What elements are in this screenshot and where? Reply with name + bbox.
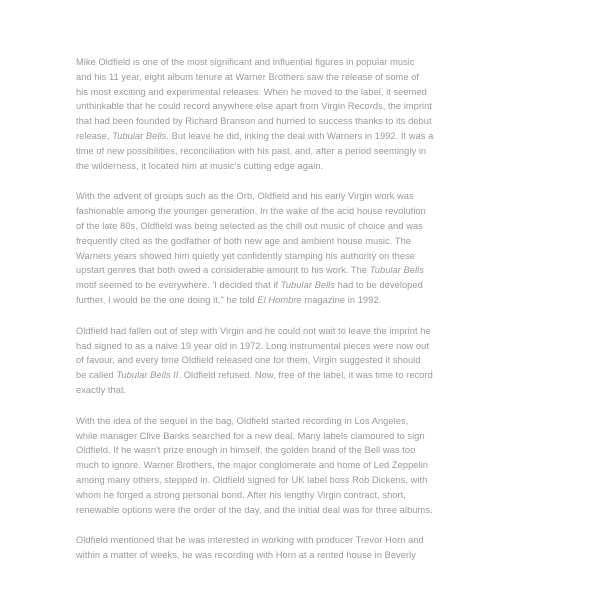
italic-title: Tubular Bells II xyxy=(116,370,179,381)
paragraph xyxy=(76,324,538,398)
text-segment: motif seemed to be everywhere. 'I decided that if xyxy=(76,280,281,291)
text-segment: release, xyxy=(76,130,113,141)
text-line xyxy=(76,278,538,293)
text-segment: whom he forged a strong personal bond. After his lengthy Virgin contract, short, xyxy=(76,489,406,500)
text-line xyxy=(76,368,538,383)
text-segment: Oldfield had fallen out of step with Virgin and he could not wait to leave the imprint he xyxy=(76,325,431,336)
italic-title: Tubular Bells xyxy=(280,280,335,291)
text-segment: . But leave he did, inking the deal with Warners in 1992. It was a xyxy=(166,130,434,141)
text-line xyxy=(76,488,538,503)
text-segment: the wilderness, it located him at music's cutting edge again. xyxy=(76,160,324,171)
text-segment: . Oldfield refused. Now, free of the label, it was time to record xyxy=(178,370,433,381)
text-segment: Warners years showed him quietly yet confidently stamping his authority on these xyxy=(76,250,416,261)
text-segment: within a matter of weeks, he was recording with Horn at a rented house in Beverly xyxy=(76,550,416,561)
paragraph xyxy=(76,533,538,563)
text-segment: had signed to as a naive 19 year old in 1972. Long instrumental pieces were now out xyxy=(76,340,430,351)
text-segment: time of new possibilities, reconciliation with his past, and, after a period seemingly in xyxy=(76,145,427,156)
text-segment: With the advent of groups such as the Orb, Oldfield and his early Virgin work was xyxy=(76,191,414,202)
text-line xyxy=(76,548,538,563)
paragraph xyxy=(76,189,538,307)
text-line xyxy=(76,85,538,100)
italic-title: Tubular Bells xyxy=(369,265,424,276)
text-line xyxy=(76,293,538,308)
text-segment: Mike Oldfield is one of the most significant and influential figures in popular music xyxy=(76,57,415,67)
text-line xyxy=(76,99,538,114)
text-segment: frequently cited as the godfather of both new age and ambient house music. The xyxy=(76,235,412,246)
italic-title: Tubular Bells xyxy=(112,130,167,141)
text-segment: be called xyxy=(76,370,117,381)
text-line xyxy=(76,429,538,444)
paragraph xyxy=(76,414,538,518)
text-line xyxy=(76,249,538,264)
text-segment: that had been founded by Richard Branson and hurried to success thanks to its debut xyxy=(76,116,432,127)
text-line xyxy=(76,114,538,129)
text-segment: fashionable among the younger generation. In the wake of the acid house revolution xyxy=(76,206,426,217)
text-segment: while manager Clive Banks searched for a new deal. Many labels clamoured to sign xyxy=(76,430,425,441)
text-line xyxy=(76,339,538,354)
text-segment: Oldfield. If he wasn't prize enough in himself, the golden brand of the Bell was too xyxy=(76,445,416,456)
text-segment: renewable options were the order of the day, and the initial deal was for three albums. xyxy=(76,504,433,515)
text-line xyxy=(76,473,538,488)
text-column xyxy=(76,55,538,579)
text-line xyxy=(76,219,538,234)
text-segment: unthinkable that he could record anywhere else apart from Virgin Records, the imprint xyxy=(76,101,432,112)
text-line xyxy=(76,458,538,473)
text-segment: and his 11 year, eight album tenure at Warner Brothers saw the release of some of xyxy=(76,71,420,82)
text-segment: With the idea of the sequel in the bag, Oldfield started recording in Los Angeles, xyxy=(76,415,409,426)
text-line xyxy=(76,144,538,159)
text-segment: of favour, and every time Oldfield released one for them, Virgin suggested it should xyxy=(76,355,421,366)
paragraph xyxy=(76,55,538,173)
text-segment: Oldfield mentioned that he was interested in working with producer Trevor Horn and xyxy=(76,535,424,546)
text-line xyxy=(76,234,538,249)
text-segment: upstart genres that both owed a considerable amount to his work. The xyxy=(76,265,370,276)
text-segment: of the late 80s, Oldfield was being selected as the chill out music of choice and was xyxy=(76,220,423,231)
text-segment: much to ignore. Warner Brothers, the major conglomerate and home of Led Zeppelin xyxy=(76,460,428,471)
text-line xyxy=(76,414,538,429)
text-segment: his most exciting and experimental releases. When he moved to the label, it seemed xyxy=(76,86,427,97)
text-segment: magazine in 1992. xyxy=(301,294,382,305)
text-segment: further, I would be the one doing it," he told xyxy=(76,294,258,305)
text-segment: among many others, stepped in. Oldfield signed for UK label boss Rob Dickens, with xyxy=(76,474,428,485)
text-line xyxy=(76,324,538,339)
text-line xyxy=(76,129,538,144)
text-line xyxy=(76,55,538,70)
italic-title: El Hombre xyxy=(257,294,302,305)
text-segment: had to be developed xyxy=(335,280,423,291)
text-segment: exactly that. xyxy=(76,384,127,395)
text-line xyxy=(76,189,538,204)
text-line xyxy=(76,443,538,458)
text-line xyxy=(76,353,538,368)
text-line xyxy=(76,533,538,548)
text-line xyxy=(76,70,538,85)
text-line xyxy=(76,263,538,278)
text-line xyxy=(76,503,538,518)
text-line xyxy=(76,159,538,174)
text-line xyxy=(76,383,538,398)
text-line xyxy=(76,204,538,219)
